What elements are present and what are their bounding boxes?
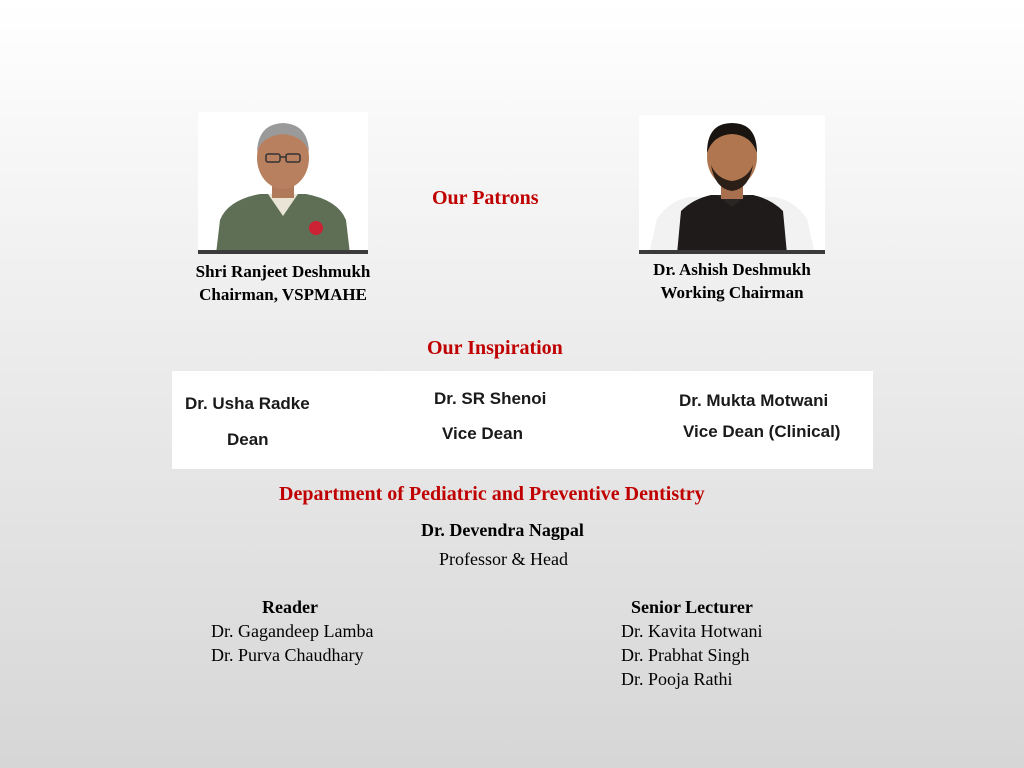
patron-left-name: Shri Ranjeet Deshmukh [195, 262, 371, 281]
department-head-title: Professor & Head [439, 549, 568, 569]
patron-left-caption [170, 260, 396, 306]
person-portrait-icon [639, 115, 825, 254]
person-portrait-icon [198, 112, 368, 254]
inspiration-title-2: Vice Dean [442, 424, 523, 443]
inspiration-title-1: Dean [227, 430, 269, 449]
inspiration-panel [172, 371, 873, 469]
patrons-heading: Our Patrons [432, 187, 539, 209]
patron-right-caption [620, 258, 844, 304]
senior-lecturer-list [621, 619, 762, 691]
inspiration-name-3: Dr. Mukta Motwani [679, 391, 829, 410]
inspiration-title-3: Vice Dean (Clinical) [683, 422, 841, 441]
reader-member-2: Dr. Purva Chaudhary [211, 645, 364, 665]
patron-photo-left [198, 112, 368, 254]
patron-right-name: Dr. Ashish Deshmukh [653, 260, 811, 279]
senior-lecturer-member-3: Dr. Pooja Rathi [621, 669, 733, 689]
inspiration-name-2: Dr. SR Shenoi [434, 389, 547, 408]
senior-lecturer-heading: Senior Lecturer [631, 597, 753, 617]
reader-member-1: Dr. Gagandeep Lamba [211, 621, 374, 641]
inspiration-name-1: Dr. Usha Radke [185, 394, 310, 413]
patron-left-title: Chairman, VSPMAHE [199, 285, 367, 304]
inspiration-heading: Our Inspiration [427, 337, 563, 359]
department-head-name: Dr. Devendra Nagpal [421, 520, 584, 540]
patron-right-title: Working Chairman [660, 283, 804, 302]
department-heading: Department of Pediatric and Preventive Dentistry [279, 483, 705, 505]
reader-list [211, 619, 373, 667]
patron-photo-right [639, 115, 825, 254]
reader-heading: Reader [262, 597, 318, 617]
senior-lecturer-member-2: Dr. Prabhat Singh [621, 645, 750, 665]
senior-lecturer-member-1: Dr. Kavita Hotwani [621, 621, 763, 641]
